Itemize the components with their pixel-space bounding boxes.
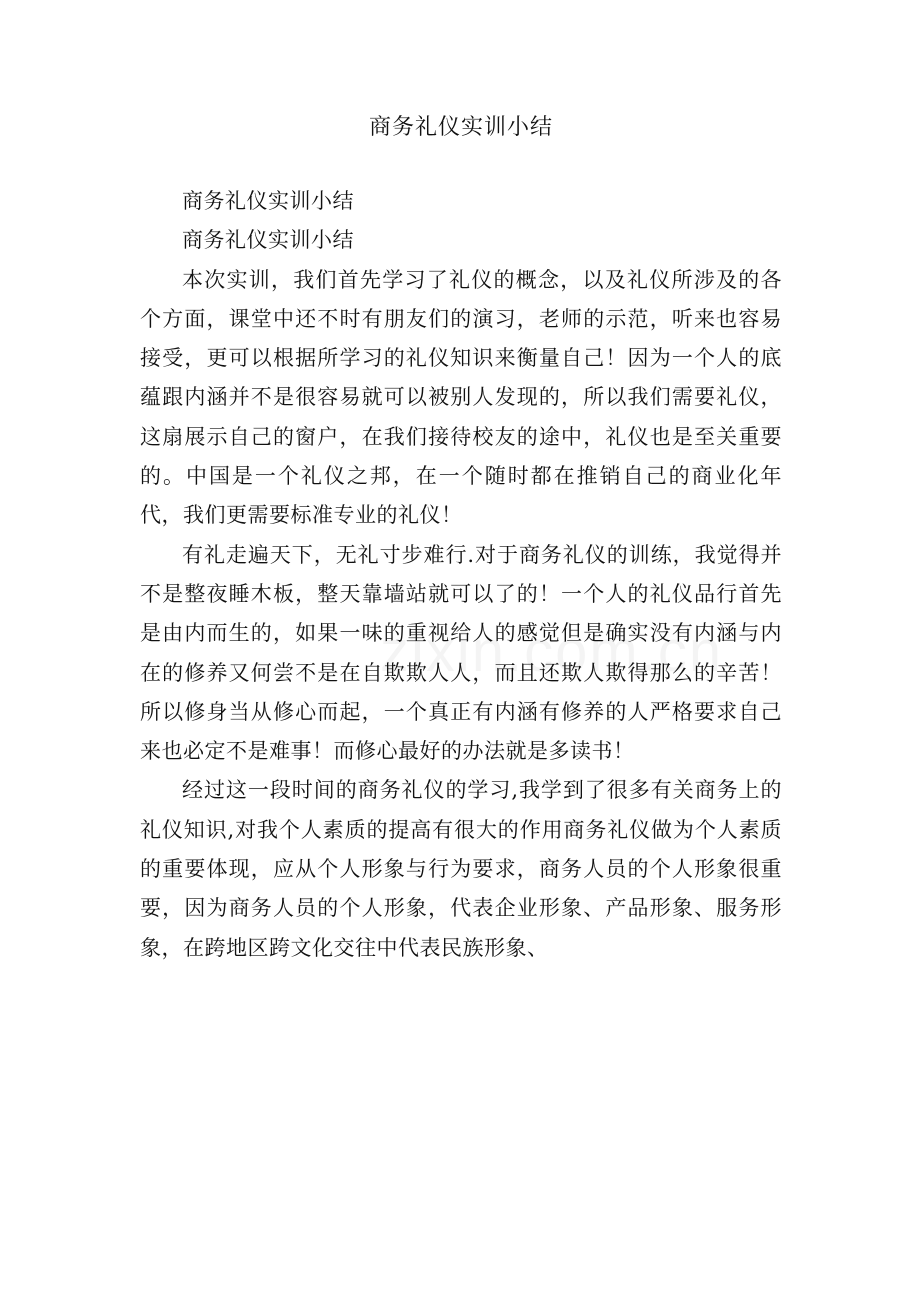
document-page [140, 108, 782, 968]
paragraph-body-2: 有礼走遍天下，无礼寸步难行.对于商务礼仪的训练，我觉得并不是整夜睡木板，整天靠墙站就可以了的！一个人的礼仪品行首先是由内而生的，如果一味的重视给人的感觉但是确实没有内涵与内在的修养又何尝不是在自欺欺人人，而且还欺人欺得那么的辛苦！所以修身当从修心而起，一个真正有内涵有修养的人严格要求自己来也必定不是难事！而修心最好的办法就是多读书！ [140, 542, 782, 764]
paragraph-body-3: 经过这一段时间的商务礼仪的学习,我学到了很多有关商务上的礼仪知识,对我个人素质的提高有很大的作用商务礼仪做为个人素质的重要体现，应从个人形象与行为要求，商务人员的个人形象很重要，因为商务人员的个人形象，代表企业形象、产品形象、服务形象，在跨地区跨文化交往中代表民族形象、 [140, 778, 782, 960]
document-title: 商务礼仪实训小结 [368, 115, 553, 140]
paragraph-heading-1: 商务礼仪实训小结 [182, 189, 354, 213]
paragraph-body-1: 本次实训，我们首先学习了礼仪的概念，以及礼仪所涉及的各个方面，课堂中还不时有朋友们的演习，老师的示范，听来也容易接受，更可以根据所学习的礼仪知识来衡量自己！因为一个人的底蕴跟内涵并不是很容易就可以被别人发现的，所以我们需要礼仪，这扇展示自己的窗户，在我们接待校友的途中，礼仪也是至关重要的。中国是一个礼仪之邦，在一个随时都在推销自己的商业化年代，我们更需要标准专业的礼仪！ [140, 267, 782, 528]
paragraph-heading-2: 商务礼仪实训小结 [182, 228, 354, 253]
